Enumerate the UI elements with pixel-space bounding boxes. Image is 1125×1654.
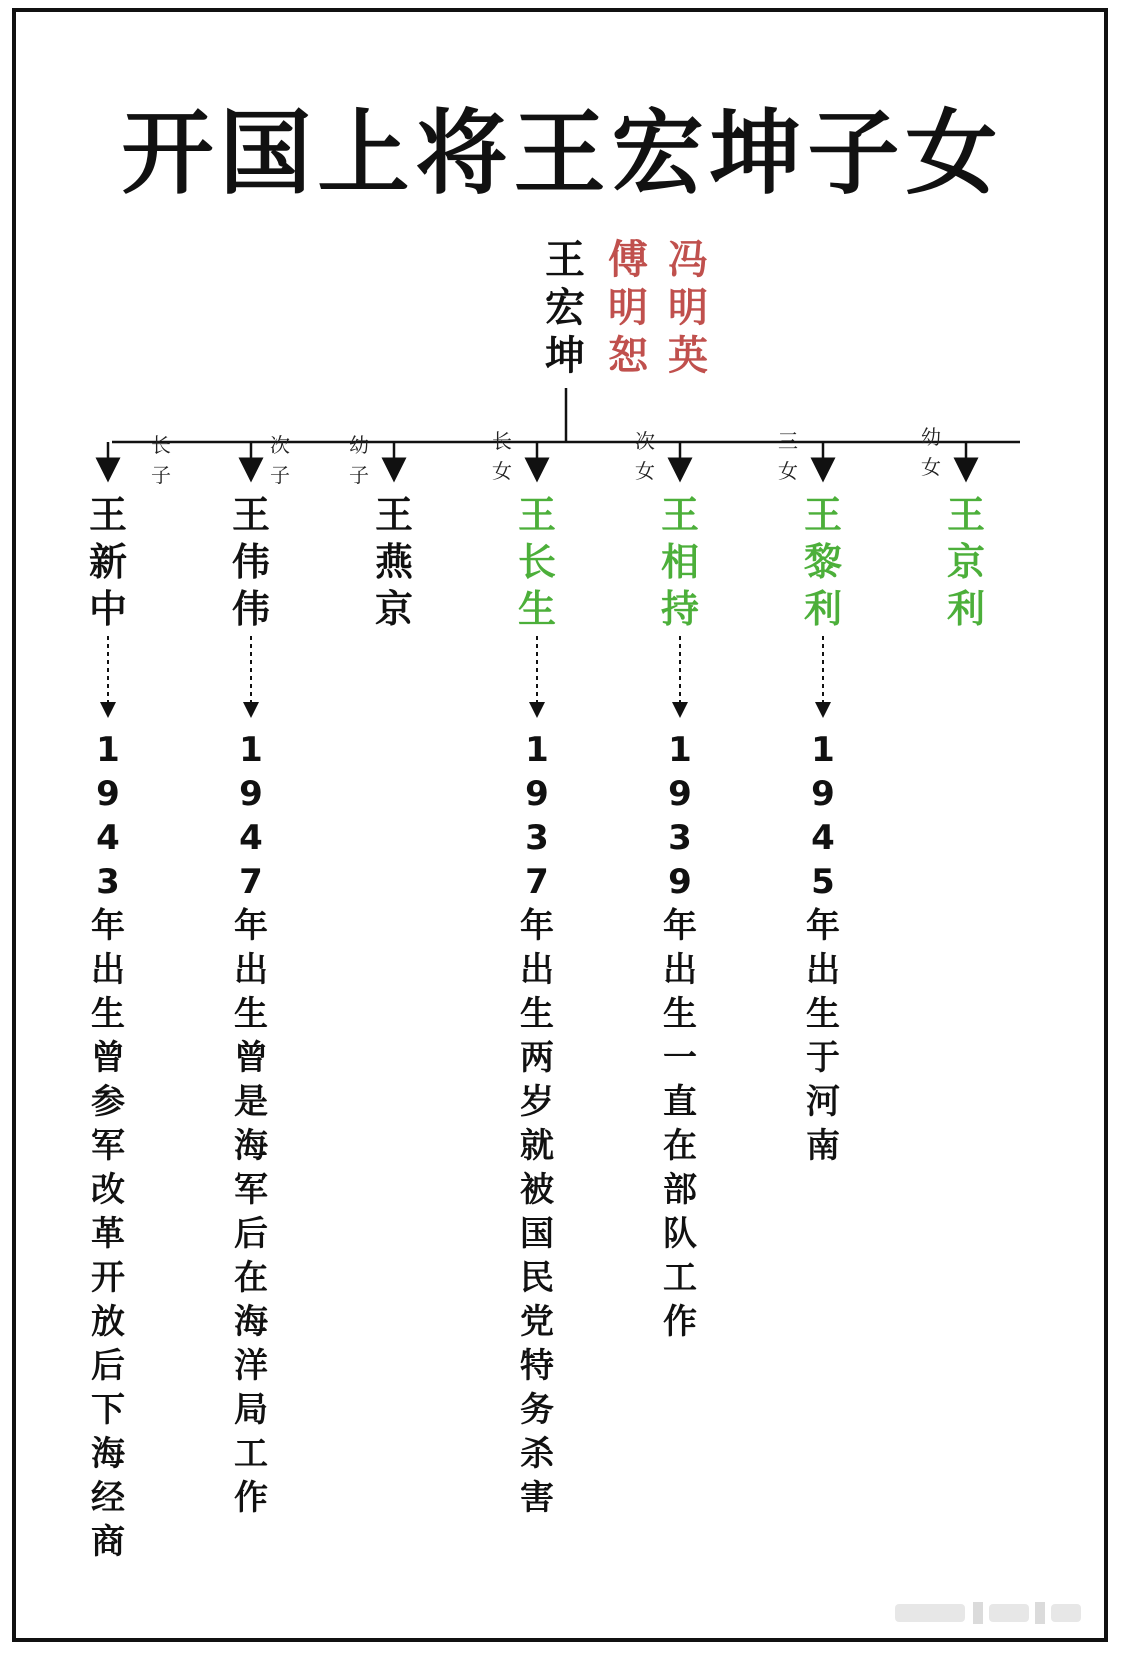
- child-role-label: [148, 430, 174, 490]
- child-name-char: 王: [88, 493, 127, 537]
- desc-char: 国: [520, 1214, 554, 1254]
- desc-char: 年: [806, 906, 840, 946]
- desc-char: 生: [520, 994, 554, 1034]
- desc-char: 年: [91, 906, 125, 946]
- desc-char: 出: [520, 950, 554, 990]
- child-drop-lines: [108, 442, 966, 470]
- child-name-char: 相: [660, 540, 699, 584]
- desc-char: 放: [91, 1302, 125, 1342]
- desc-char: 特: [520, 1346, 554, 1386]
- desc-char: 参: [91, 1082, 125, 1122]
- child-name: [512, 492, 562, 633]
- role-char: 女: [492, 459, 512, 483]
- role-char: 长: [151, 433, 171, 457]
- role-char: 次: [635, 429, 655, 453]
- desc-char: 4: [811, 818, 835, 858]
- child-description: [798, 728, 848, 1168]
- desc-char: 作: [234, 1478, 268, 1518]
- desc-char: 生: [91, 994, 125, 1034]
- child-name-char: 京: [946, 540, 985, 584]
- child-name-char: 伟: [231, 540, 270, 584]
- desc-char: 海: [234, 1302, 268, 1342]
- role-char: 三: [778, 429, 798, 453]
- desc-char: 1: [668, 730, 692, 770]
- child-name: [798, 492, 848, 633]
- father-char: 宏: [545, 285, 585, 331]
- child-role-label: [775, 426, 801, 486]
- desc-char: 9: [668, 774, 692, 814]
- role-char: 幼: [349, 433, 369, 457]
- spouse2-char: 冯: [668, 237, 708, 283]
- father-char: 坤: [545, 333, 585, 379]
- child-name-char: 伟: [231, 587, 270, 631]
- spouse1-char: 恕: [608, 333, 648, 379]
- desc-char: 7: [525, 862, 549, 902]
- child-name: [369, 492, 419, 633]
- desc-char: 南: [806, 1126, 840, 1166]
- desc-char: 出: [234, 950, 268, 990]
- desc-char: 于: [806, 1038, 840, 1078]
- desc-char: 洋: [234, 1346, 268, 1386]
- desc-char: 开: [91, 1258, 125, 1298]
- desc-char: 革: [91, 1214, 125, 1254]
- child-name: [83, 492, 133, 633]
- desc-char: 生: [663, 994, 697, 1034]
- child-role-label: [267, 430, 293, 490]
- child-description: [512, 728, 562, 1520]
- desc-char: 改: [91, 1170, 125, 1210]
- desc-dotted-lines: [108, 636, 823, 710]
- desc-char: 曾: [91, 1038, 125, 1078]
- role-char: 子: [151, 463, 171, 487]
- desc-char: 海: [234, 1126, 268, 1166]
- desc-char: 出: [91, 950, 125, 990]
- desc-char: 杀: [520, 1434, 554, 1474]
- desc-char: 3: [668, 818, 692, 858]
- desc-char: 作: [663, 1302, 697, 1342]
- desc-char: 9: [525, 774, 549, 814]
- role-char: 长: [492, 429, 512, 453]
- child-name: [655, 492, 705, 633]
- role-char: 幼: [921, 425, 941, 449]
- desc-char: 在: [663, 1126, 697, 1166]
- desc-char: 9: [96, 774, 120, 814]
- desc-char: 军: [91, 1126, 125, 1166]
- spouse1-char: 傅: [608, 237, 648, 283]
- desc-char: 生: [806, 994, 840, 1034]
- desc-char: 经: [91, 1478, 125, 1518]
- child-name-char: 王: [231, 493, 270, 537]
- desc-char: 民: [520, 1258, 554, 1298]
- role-char: 子: [270, 463, 290, 487]
- desc-char: 军: [234, 1170, 268, 1210]
- spouse-name-2: [663, 236, 713, 380]
- desc-char: 务: [520, 1390, 554, 1430]
- desc-char: 下: [91, 1390, 125, 1430]
- desc-char: 是: [234, 1082, 268, 1122]
- desc-char: 1: [811, 730, 835, 770]
- father-name: [540, 236, 590, 380]
- desc-char: 党: [520, 1302, 554, 1342]
- watermark-logo: [895, 1600, 1085, 1626]
- child-name-char: 黎: [803, 540, 842, 584]
- desc-char: 两: [520, 1038, 554, 1078]
- child-description: [655, 728, 705, 1344]
- desc-char: 生: [234, 994, 268, 1034]
- desc-char: 部: [663, 1170, 697, 1210]
- child-name-char: 新: [88, 540, 127, 584]
- page-title: 开国上将王宏坤子女: [121, 99, 1004, 207]
- father-char: 王: [545, 237, 585, 283]
- desc-char: 就: [520, 1126, 554, 1166]
- desc-char: 曾: [234, 1038, 268, 1078]
- child-name-char: 王: [946, 493, 985, 537]
- child-role-label: [346, 430, 372, 490]
- child-role-label: [918, 422, 944, 482]
- child-name: [941, 492, 991, 633]
- spouse1-char: 明: [608, 285, 648, 331]
- role-char: 子: [349, 463, 369, 487]
- desc-char: 4: [239, 818, 263, 858]
- desc-char: 商: [91, 1522, 125, 1562]
- child-name-char: 王: [517, 493, 556, 537]
- desc-char: 9: [668, 862, 692, 902]
- child-name-char: 长: [517, 540, 556, 584]
- desc-char: 后: [234, 1214, 268, 1254]
- desc-char: 局: [234, 1390, 268, 1430]
- desc-char: 出: [806, 950, 840, 990]
- child-description: [83, 728, 133, 1564]
- child-name-char: 生: [517, 587, 556, 631]
- spouse2-char: 英: [668, 333, 708, 379]
- desc-char: 害: [520, 1478, 554, 1518]
- desc-char: 被: [520, 1170, 554, 1210]
- desc-char: 直: [663, 1082, 697, 1122]
- child-name-char: 持: [660, 587, 699, 631]
- desc-char: 出: [663, 950, 697, 990]
- desc-char: 年: [234, 906, 268, 946]
- child-role-label: [632, 426, 658, 486]
- desc-char: 队: [663, 1214, 697, 1254]
- desc-char: 7: [239, 862, 263, 902]
- child-name-char: 中: [88, 587, 127, 631]
- desc-char: 海: [91, 1434, 125, 1474]
- role-char: 女: [921, 455, 941, 479]
- child-name-char: 王: [660, 493, 699, 537]
- desc-char: 1: [525, 730, 549, 770]
- role-char: 次: [270, 433, 290, 457]
- desc-char: 1: [239, 730, 263, 770]
- desc-char: 在: [234, 1258, 268, 1298]
- desc-char: 岁: [520, 1082, 554, 1122]
- child-role-label: [489, 426, 515, 486]
- desc-char: 9: [239, 774, 263, 814]
- spouse-name-1: [603, 236, 653, 380]
- role-char: 女: [635, 459, 655, 483]
- desc-char: 3: [96, 862, 120, 902]
- desc-char: 5: [811, 862, 835, 902]
- desc-char: 河: [806, 1082, 840, 1122]
- child-name-char: 京: [374, 587, 413, 631]
- desc-char: 4: [96, 818, 120, 858]
- child-description: [226, 728, 276, 1520]
- child-name-char: 王: [374, 493, 413, 537]
- child-name-char: 利: [803, 587, 842, 631]
- child-name: [226, 492, 276, 633]
- child-name-char: 王: [803, 493, 842, 537]
- role-char: 女: [778, 459, 798, 483]
- spouse2-char: 明: [668, 285, 708, 331]
- child-name-char: 燕: [374, 540, 413, 584]
- desc-char: 年: [520, 906, 554, 946]
- desc-char: 工: [234, 1434, 268, 1474]
- desc-char: 工: [663, 1258, 697, 1298]
- desc-char: 3: [525, 818, 549, 858]
- desc-char: 1: [96, 730, 120, 770]
- desc-char: 一: [663, 1038, 697, 1078]
- desc-char: 年: [663, 906, 697, 946]
- desc-char: 后: [91, 1346, 125, 1386]
- desc-char: 9: [811, 774, 835, 814]
- child-name-char: 利: [946, 587, 985, 631]
